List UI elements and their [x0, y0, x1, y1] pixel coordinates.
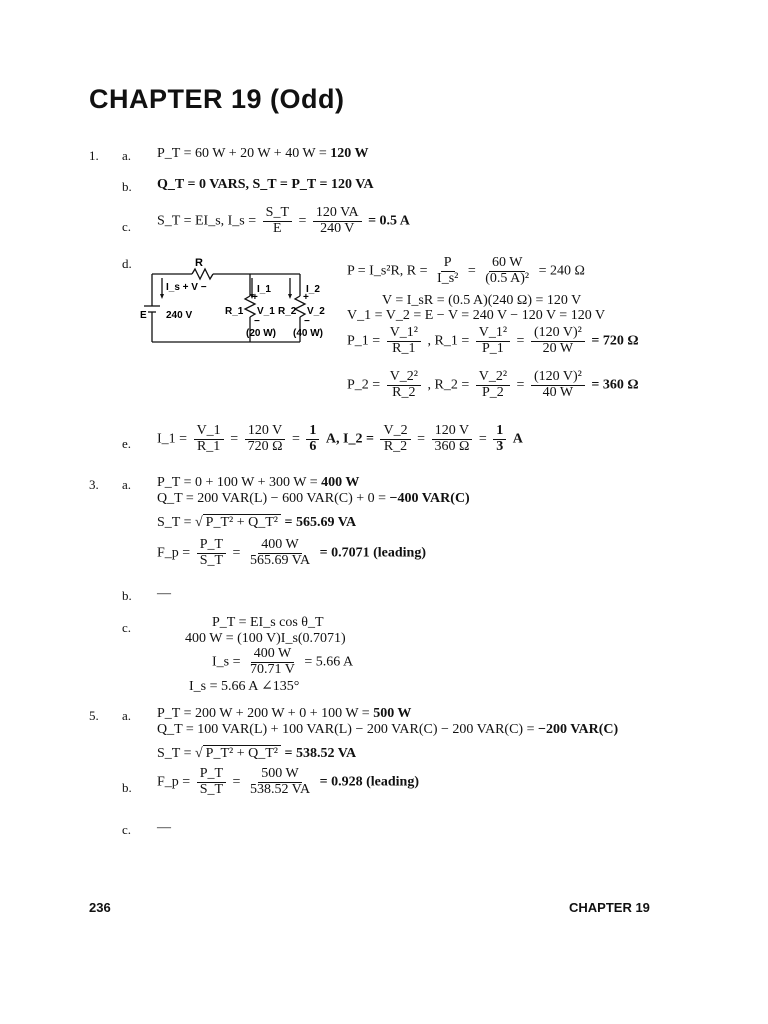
- numerator: 120 V: [432, 424, 472, 440]
- equation-1d-1: P = I_s²R, R = $\frac{P}{\text{I\_s²}}$ = $\frac{60 W}{\text{(0.5 A)²}}$ = 240 Ω: [347, 255, 585, 286]
- denominator: P_2: [481, 384, 504, 400]
- circuit-diagram: [140, 252, 340, 352]
- equation-text: S_T =: [157, 746, 192, 761]
- circuit-R2-label: R_2: [278, 306, 297, 317]
- fraction: [263, 206, 292, 236]
- fraction: [247, 767, 313, 797]
- fraction: [245, 424, 286, 454]
- circuit-P2-label: (40 W): [293, 328, 323, 339]
- numerator: 120 VA: [313, 206, 362, 222]
- denominator: 70.71 V: [250, 661, 295, 677]
- equation-text: P = I_s²R, R =: [347, 263, 428, 279]
- numerator: V_2: [380, 424, 410, 440]
- equation-text: Q_T = 100 VAR(L) + 100 VAR(L) − 200 VAR(C) − 200 VAR(C) =: [157, 722, 535, 737]
- fraction: [197, 767, 226, 797]
- circuit-plus-1: +: [252, 292, 258, 303]
- answer: 500 W: [373, 706, 412, 721]
- numerator: V_1²: [476, 326, 510, 342]
- part-label-3a: a.: [122, 477, 132, 492]
- answer: = 0.7071 (leading): [319, 545, 426, 561]
- numerator: V_2²: [387, 370, 421, 386]
- answer: = 240 Ω: [538, 263, 585, 279]
- denominator: R_2: [383, 438, 408, 454]
- answer: 120 W: [330, 146, 369, 161]
- equation-5b: F_p = $\frac{P\_T}{S\_T}$ = $\frac{500 W}{538.52 VA}$ = 0.928 (leading): [157, 766, 419, 797]
- problem-number-5: 5.: [89, 708, 99, 723]
- equation-3a-3: [157, 515, 356, 531]
- part-label-5c: c.: [122, 822, 132, 837]
- part-label-3c: c.: [122, 620, 132, 635]
- part-label-1d: d.: [122, 256, 132, 271]
- fraction: [434, 256, 461, 286]
- equation-5a-1: [157, 706, 411, 722]
- numerator: (120 V)²: [531, 370, 585, 386]
- equation-text: P_1 =: [347, 333, 381, 349]
- circuit-I1-label: I_1: [257, 284, 271, 295]
- fraction: [431, 424, 472, 454]
- fraction: [476, 326, 510, 356]
- equation-text: P_T = 200 W + 200 W + 0 + 100 W =: [157, 706, 370, 721]
- denominator: R_1: [392, 340, 416, 356]
- circuit-Is-V-label: I_s + V −: [166, 282, 207, 293]
- answer: = 5.66 A: [304, 654, 354, 670]
- circuit-plus-2: +: [303, 292, 309, 303]
- fraction: [380, 424, 410, 454]
- radicand: P_T² + Q_T²: [203, 745, 281, 761]
- equation-1d-3: V_1 = V_2 = E − V = 240 V − 120 V = 120 V: [347, 308, 606, 323]
- problem-number-1: 1.: [89, 148, 99, 163]
- fraction: [197, 538, 226, 568]
- radicand: P_T² + Q_T²: [203, 514, 281, 530]
- equation-text: F_p =: [157, 774, 191, 790]
- part-label-3b: b.: [122, 588, 132, 603]
- part-label-1c: c.: [122, 219, 132, 234]
- fraction: [482, 256, 532, 286]
- fraction: [313, 206, 362, 236]
- circuit-minus-2: −: [304, 316, 310, 327]
- numerator: S_T: [263, 206, 292, 222]
- circuit-I2-label: I_2: [306, 284, 320, 295]
- part-label-1e: e.: [122, 436, 132, 451]
- numerator: P_T: [197, 767, 226, 783]
- equation-1d-4: P_1 = $\frac{\text{V\_1²}}{R\_1}$ , R_1 = $\frac{\text{V\_1²}}{P\_1}$ = $\frac{\text{(120 V)²}}{20 W}$ = 720 Ω: [347, 325, 639, 356]
- fraction: [476, 370, 510, 400]
- equation-text: F_p =: [157, 545, 191, 561]
- problem-number-3: 3.: [89, 477, 99, 492]
- answer-3b: —: [157, 586, 171, 601]
- equation-text: I_s =: [212, 654, 241, 670]
- numerator: (120 V)²: [531, 326, 585, 342]
- denominator: E: [273, 220, 282, 236]
- circuit-R-label: R: [195, 257, 203, 269]
- equation-1c: S_T = EI_s, I_s = $\frac{S\_T}{E}$ = $\frac{120 VA}{240 V}$ = 0.5 A: [157, 205, 410, 236]
- numerator: 1: [306, 424, 319, 440]
- denominator: 3: [496, 438, 504, 454]
- part-label-5a: a.: [122, 708, 132, 723]
- fraction: [306, 424, 319, 454]
- fraction: [247, 647, 298, 677]
- equation-text: P_T = 60 W + 20 W + 40 W =: [157, 146, 327, 161]
- numerator: V_1: [194, 424, 224, 440]
- denominator: P_1: [481, 340, 504, 356]
- numerator: 120 V: [245, 424, 285, 440]
- equation-1d-2: V = I_sR = (0.5 A)(240 Ω) = 120 V: [382, 293, 582, 308]
- answer-5c: —: [157, 820, 171, 835]
- denominator: 40 W: [542, 384, 574, 400]
- fraction: [387, 326, 421, 356]
- equation-text: P_T = 0 + 100 W + 300 W =: [157, 475, 318, 490]
- answer: = 565.69 VA: [284, 515, 357, 530]
- denominator: 6: [309, 438, 317, 454]
- equation-text: Q_T = 200 VAR(L) − 600 VAR(C) + 0 =: [157, 491, 387, 506]
- denominator: R_1: [196, 438, 221, 454]
- part-label-5b: b.: [122, 780, 132, 795]
- equation-1e: I_1 = $\frac{V\_1}{R\_1}$ = $\frac{120 V}{720 \Omega}$ = $\frac{1}{6}$ A, I_2 = $\frac{V\_2}{R\_2}$ = $\frac{120 V}{360 \Omega}$ = $\frac{1}{3}$ A: [157, 423, 523, 454]
- circuit-V1-label: V_1: [257, 306, 275, 317]
- equation-1d-5: P_2 = $\frac{\text{V\_2²}}{R\_2}$ , R_2 = $\frac{\text{V\_2²}}{P\_2}$ = $\frac{\text{(120 V)²}}{40 W}$ = 360 Ω: [347, 369, 639, 400]
- fraction: [531, 326, 585, 356]
- equation-text: S_T = EI_s, I_s =: [157, 213, 257, 229]
- circuit-R1-label: R_1: [225, 306, 244, 317]
- equation-3c-2: 400 W = (100 V)I_s(0.7071): [185, 631, 346, 646]
- numerator: 400 W: [251, 647, 294, 663]
- answer: 400 W: [321, 475, 360, 490]
- equation-text: , R_2 =: [427, 377, 470, 393]
- denominator: 538.52 VA: [249, 781, 311, 797]
- denominator: 360 Ω: [434, 438, 470, 454]
- numerator: P_T: [197, 538, 226, 554]
- numerator: 60 W: [489, 256, 525, 272]
- denominator: R_2: [392, 384, 416, 400]
- page-number: 236: [89, 900, 111, 915]
- numerator: V_1²: [387, 326, 421, 342]
- answer: = 720 Ω: [591, 333, 639, 349]
- equation-3c-4: I_s = 5.66 A ∠135°: [189, 679, 300, 694]
- equation-3c-1: P_T = EI_s cos θ_T: [212, 615, 324, 630]
- numerator: 500 W: [258, 767, 301, 783]
- circuit-V2-label: V_2: [307, 306, 325, 317]
- circuit-E-value: 240 V: [166, 310, 193, 321]
- sqrt-icon: √: [194, 746, 203, 761]
- equation-5a-3: [157, 746, 356, 762]
- denominator: 720 Ω: [247, 438, 283, 454]
- denominator: 565.69 VA: [249, 552, 311, 568]
- denominator: I_s²: [437, 270, 459, 286]
- circuit-minus-1: −: [254, 316, 260, 327]
- equation-text: I_1 =: [157, 431, 188, 447]
- answer: = 360 Ω: [591, 377, 639, 393]
- sqrt-icon: √: [194, 515, 203, 530]
- denominator: 240 V: [320, 220, 355, 236]
- fraction: [247, 538, 313, 568]
- part-label-1a: a.: [122, 148, 132, 163]
- part-label-1b: b.: [122, 179, 132, 194]
- numerator: V_2²: [476, 370, 510, 386]
- equation-text: A, I_2 =: [325, 431, 374, 447]
- answer: = 538.52 VA: [284, 746, 357, 761]
- numerator: 1: [493, 424, 506, 440]
- fraction: [493, 424, 506, 454]
- answer: −200 VAR(C): [537, 722, 619, 737]
- equation-3c-3: [212, 647, 353, 677]
- equation-1a: [157, 146, 369, 162]
- equation-3a-4: F_p = $\frac{P\_T}{S\_T}$ = $\frac{400 W}{565.69 VA}$ = 0.7071 (leading): [157, 537, 426, 568]
- equation-3a-2: [157, 491, 470, 507]
- equation-text: P_2 =: [347, 377, 381, 393]
- fraction: [194, 424, 224, 454]
- denominator: (0.5 A)²: [485, 270, 530, 286]
- circuit-P1-label: (20 W): [246, 328, 276, 339]
- equation-text: S_T =: [157, 515, 192, 530]
- equation-text: , R_1 =: [427, 333, 470, 349]
- equation-3a-1: [157, 475, 359, 491]
- equation-1b: Q_T = 0 VARS, S_T = P_T = 120 VA: [157, 177, 374, 192]
- unit: A: [512, 431, 523, 447]
- answer: = 0.928 (leading): [319, 774, 419, 790]
- running-footer: CHAPTER 19: [569, 900, 650, 915]
- denominator: S_T: [199, 552, 224, 568]
- denominator: 20 W: [542, 340, 574, 356]
- answer: −400 VAR(C): [389, 491, 470, 506]
- numerator: P: [441, 256, 455, 272]
- circuit-E-label: E: [140, 310, 147, 321]
- numerator: 400 W: [258, 538, 301, 554]
- denominator: S_T: [199, 781, 224, 797]
- fraction: [387, 370, 421, 400]
- answer: = 0.5 A: [368, 213, 410, 229]
- fraction: [531, 370, 585, 400]
- equation-5a-2: [157, 722, 618, 738]
- page-title: CHAPTER 19 (Odd): [89, 84, 345, 114]
